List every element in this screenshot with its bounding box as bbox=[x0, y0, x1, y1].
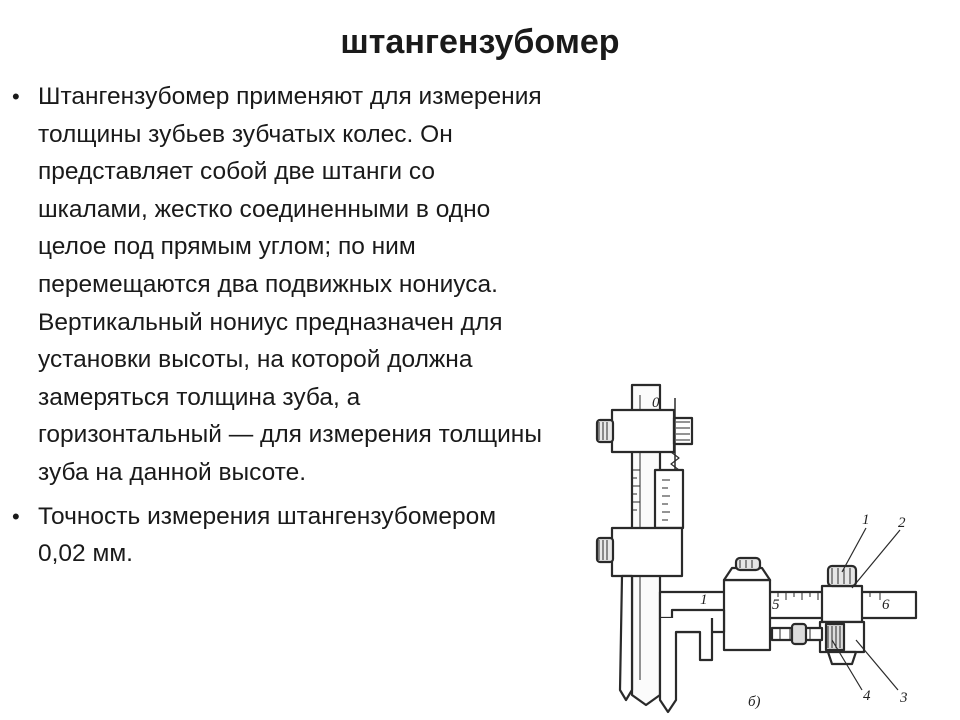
figure-caption: б) bbox=[748, 694, 761, 710]
bullet-text: Точность измерения штангензубомером 0,02 мм. bbox=[38, 502, 497, 568]
bullet-accuracy bbox=[8, 498, 548, 573]
scale-number: 0 bbox=[652, 395, 660, 411]
bullet-description bbox=[8, 78, 548, 492]
caliper-illustration bbox=[575, 360, 960, 720]
slide-title: штангензубомер bbox=[340, 23, 620, 61]
bullet-marker: • bbox=[12, 84, 20, 109]
gear-tooth-caliper-drawing bbox=[575, 360, 960, 720]
callout-label: 4 bbox=[863, 688, 871, 704]
scale-number: 1 bbox=[700, 592, 708, 608]
bullet-text: Штангензубомер применяют для измерения толщины зубьев зубчатых колес. Он представляет собой две штанги со шкалами, жестко соединенными в одно целое под прямым углом; по ним перемещаются два подвижных нониуса. Вертикальный нониус предназначен для установки высоты, на которой должна замеряться толщина зуба, а горизонтальный — для измерения толщины зуба на данной высоте. bbox=[38, 83, 542, 486]
bullet-list bbox=[8, 78, 548, 579]
callout-label: 2 bbox=[898, 515, 906, 531]
scale-number: 5 bbox=[772, 597, 780, 613]
scale-number: 6 bbox=[882, 597, 890, 613]
callout-label: 3 bbox=[900, 690, 908, 706]
callout-label: 1 bbox=[862, 512, 870, 528]
bullet-marker: • bbox=[12, 503, 20, 529]
